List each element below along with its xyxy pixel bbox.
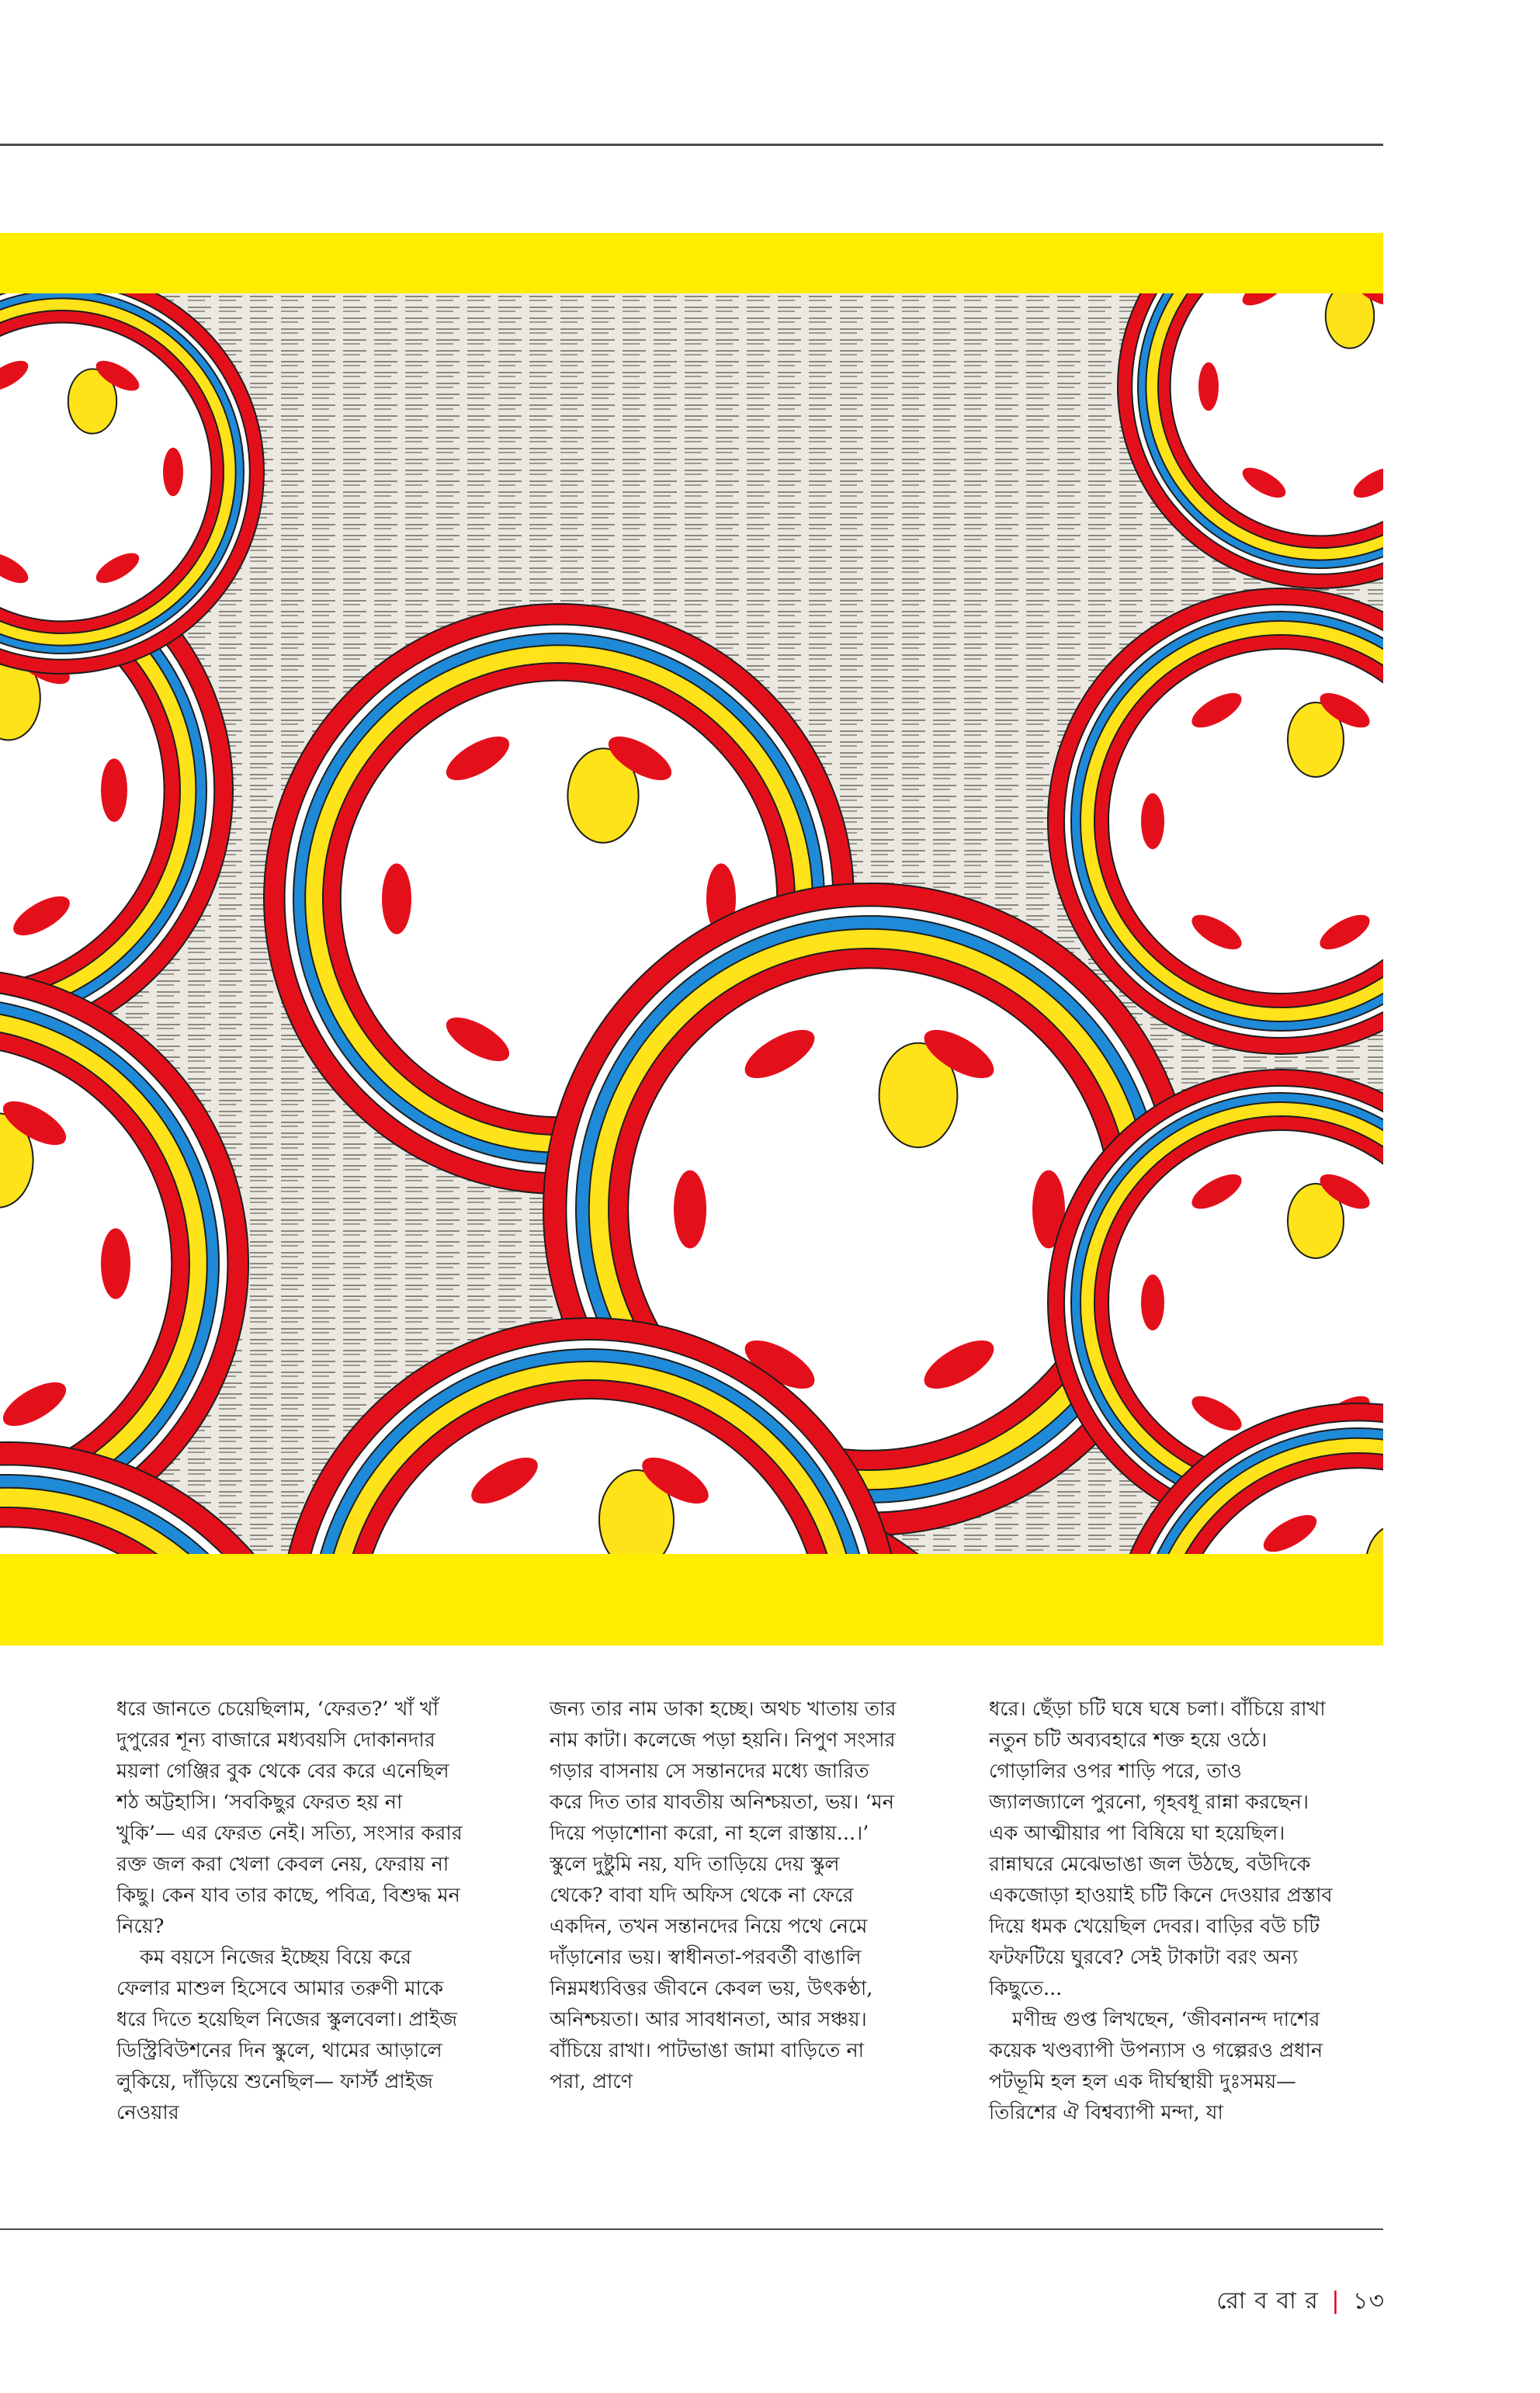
article-column-1 [116,1694,466,2128]
col3-paragraph-2: মণীন্দ্র গুপ্ত লিখছেন, ‘জীবনানন্দ দাশের কয়েক খণ্ডব্যাপী উপন্যাস ও গল্পেরও প্রধান পটভূমি হল হল এক দীর্ঘস্থায়ী দুঃসময়— তিরিশের ঐ বিশ্বব্যাপী মন্দা, যা [989,2008,1323,2124]
top-rule [0,144,1383,146]
hero-photo-painted-plates [0,293,1383,1554]
folio-separator: | [1331,2287,1341,2315]
col1-paragraph-1: ধরে জানতে চেয়েছিলাম, ‘ফেরত?’ খাঁ খাঁ দুপুরের শূন্য বাজারে মধ্যবয়সি দোকানদার ময়লা গেঞ্জির বুক থেকে বের করে এনেছিল শঠ অট্টহাসি। ‘সবকিছুর ফেরত হয় না খুকি’— এর ফেরত নেই। সত্যি, সংসার করার রক্ত জল করা খেলা কেবল নেয়, ফেরায় না কিছু। কেন যাব তার কাছে, পবিত্র, বিশুদ্ধ মন নিয়ে? [116,1698,463,1938]
col3-paragraph-1: ধরে। ছেঁড়া চটি ঘষে ঘষে চলা। বাঁচিয়ে রাখা নতুন চটি অব্যবহারে শক্ত হয়ে ওঠে। গোড়ালির ওপর শাড়ি পরে, তাও জ্যালজ্যালে পুরনো, গৃহবধূ রান্না করছেন। এক আত্মীয়ার পা বিষিয়ে ঘা হয়েছিল। রান্নাঘরে মেঝেভাঙা জল উঠছে, বউদিকে একজোড়া হাওয়াই চটি কিনে দেওয়ার প্রস্তাব দিয়ে ধমক খেয়েছিল দেবর। বাড়ির বউ চটি ফটফটিয়ে ঘুরবে? সেই টাকাটা বরং অন্য কিছুতে... [989,1698,1333,2000]
page-folio [1216,2282,1385,2322]
bottom-rule [0,2228,1383,2230]
col2-paragraph-1: জন্য তার নাম ডাকা হচ্ছে। অথচ খাতায় তার নাম কাটা। কলেজে পড়া হয়নি। নিপুণ সংসার গড়ার বাসনায় সে সন্তানদের মধ্যে জারিত করে দিত তার যাবতীয় অনিশ্চয়তা, ভয়। ‘মন দিয়ে পড়াশোনা করো, না হলে রাস্তায়...।’ স্কুলে দুষ্টুমি নয়, যদি তাড়িয়ে দেয় স্কুল থেকে? বাবা যদি অফিস থেকে না ফেরে একদিন, তখন সন্তানদের নিয়ে পথে নেমে দাঁড়ানোর ভয়। স্বাধীনতা-পরবর্তী বাঙালি নিম্নমধ্যবিত্তর জীবনে কেবল ভয়, উৎকণ্ঠা, অনিশ্চয়তা। আর সাবধানতা, আর সঞ্চয়। বাঁচিয়ে রাখা। পাটভাঙা জামা বাড়িতে না পরা, প্রাণে [550,1698,897,2093]
magazine-name: রো ব বা র [1216,2287,1319,2315]
page-number: ১৩ [1353,2287,1385,2315]
plates-illustration [0,293,1383,1554]
article-column-2 [550,1694,899,2097]
article-column-3 [989,1694,1338,2128]
col1-paragraph-2: কম বয়সে নিজের ইচ্ছেয় বিয়ে করে ফেলার মাশুল হিসেবে আমার তরুণী মাকে ধরে দিতে হয়েছিল নিজের স্কুলবেলা। প্রাইজ ডিস্ট্রিবিউশনের দিন স্কুলে, থামের আড়ালে লুকিয়ে, দাঁড়িয়ে শুনেছিল— ফার্স্ট প্রাইজ নেওয়ার [116,1946,458,2124]
